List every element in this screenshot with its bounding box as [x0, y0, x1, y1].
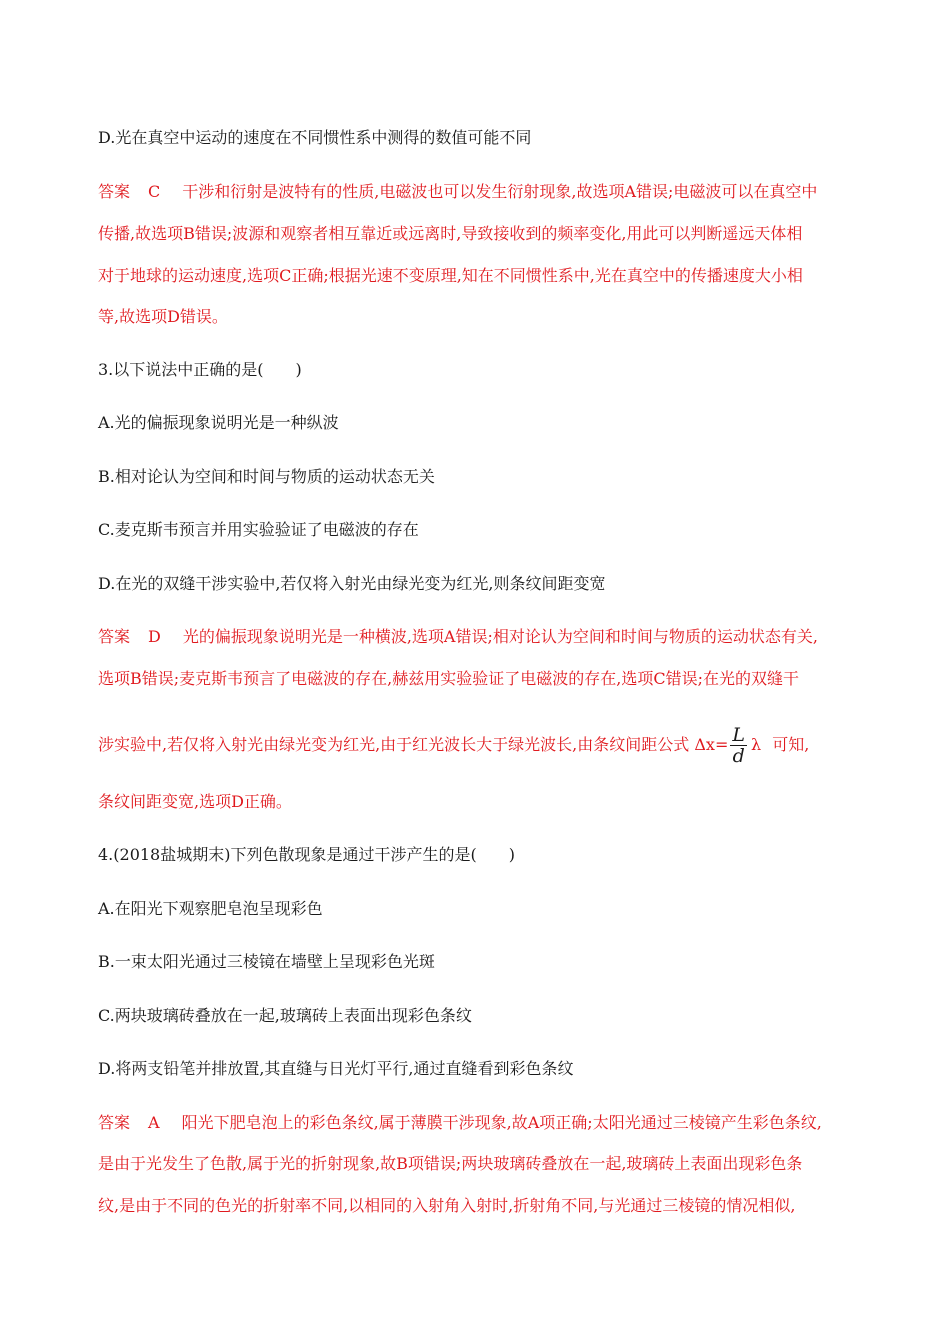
q2-answer-line-1: [98, 182, 817, 202]
q3-answer-line-2: 选项B错误;麦克斯韦预言了电磁波的存在,赫兹用实验验证了电磁波的存在,选项C错误;在光的双缝干: [98, 669, 799, 688]
q4-answer-line-1: [98, 1113, 822, 1133]
formula-denominator: d: [732, 745, 745, 767]
answer-text: 阳光下肥皂泡上的彩色条纹,属于薄膜干涉现象,故A项正确;太阳光通过三棱镜产生彩色条纹,: [181, 1113, 822, 1132]
answer-text: 涉实验中,若仅将入射光由绿光变为红光,由于红光波长大于绿光波长,由条纹间距公式: [98, 735, 690, 754]
answer-text: 可知,: [772, 735, 810, 754]
answer-text: 光的偏振现象说明光是一种横波,选项A错误;相对论认为空间和时间与物质的运动状态有关,: [182, 627, 818, 646]
q4-stem: 4.(2018盐城期末)下列色散现象是通过干涉产生的是( ): [98, 845, 515, 864]
q3-option-d: D.在光的双缝干涉实验中,若仅将入射光由绿光变为红光,则条纹间距变宽: [98, 574, 606, 593]
q2-answer-line-2: 传播,故选项B错误;波源和观察者相互靠近或远离时,导致接收到的频率变化,用此可以判断遥远天体相: [98, 224, 803, 243]
formula-suffix: λ: [750, 735, 762, 754]
q3-option-c: C.麦克斯韦预言并用实验验证了电磁波的存在: [98, 520, 419, 539]
q3-option-b: B.相对论认为空间和时间与物质的运动状态无关: [98, 467, 435, 486]
formula-fraction: [730, 725, 747, 766]
formula-prefix: Δx=: [694, 735, 729, 754]
answer-key: D: [148, 627, 161, 646]
q4-option-a: A.在阳光下观察肥皂泡呈现彩色: [98, 899, 323, 918]
formula-numerator: L: [732, 724, 745, 746]
q4-option-d: D.将两支铅笔并排放置,其直缝与日光灯平行,通过直缝看到彩色条纹: [98, 1059, 574, 1078]
q2-answer-line-4: 等,故选项D错误。: [98, 307, 228, 326]
q3-stem: 3.以下说法中正确的是( ): [98, 360, 302, 379]
q4-answer-line-3: 纹,是由于不同的色光的折射率不同,以相同的入射角入射时,折射角不同,与光通过三棱镜的情况相似,: [98, 1196, 796, 1215]
q2-answer-line-3: 对于地球的运动速度,选项C正确;根据光速不变原理,知在不同惯性系中,光在真空中的传播速度大小相: [98, 266, 803, 285]
answer-key: C: [148, 182, 161, 201]
q2-option-d: D.光在真空中运动的速度在不同惯性系中测得的数值可能不同: [98, 128, 532, 147]
q4-answer-line-2: 是由于光发生了色散,属于光的折射现象,故B项错误;两块玻璃砖叠放在一起,玻璃砖上表面出现彩色条: [98, 1154, 803, 1173]
q3-answer-line-4: 条纹间距变宽,选项D正确。: [98, 792, 292, 811]
q3-answer-line-3: [98, 724, 809, 766]
q4-option-c: C.两块玻璃砖叠放在一起,玻璃砖上表面出现彩色条纹: [98, 1006, 472, 1025]
answer-label: 答案: [98, 1113, 131, 1132]
answer-label: 答案: [98, 627, 131, 646]
answer-label: 答案: [98, 182, 131, 201]
formula: [694, 724, 766, 767]
q3-option-a: A.光的偏振现象说明光是一种纵波: [98, 413, 339, 432]
q3-answer-line-1: [98, 627, 818, 647]
answer-text: 干涉和衍射是波特有的性质,电磁波也可以发生衍射现象,故选项A错误;电磁波可以在真空中: [182, 182, 818, 201]
answer-key: A: [148, 1113, 160, 1132]
q4-option-b: B.一束太阳光通过三棱镜在墙壁上呈现彩色光斑: [98, 952, 435, 971]
